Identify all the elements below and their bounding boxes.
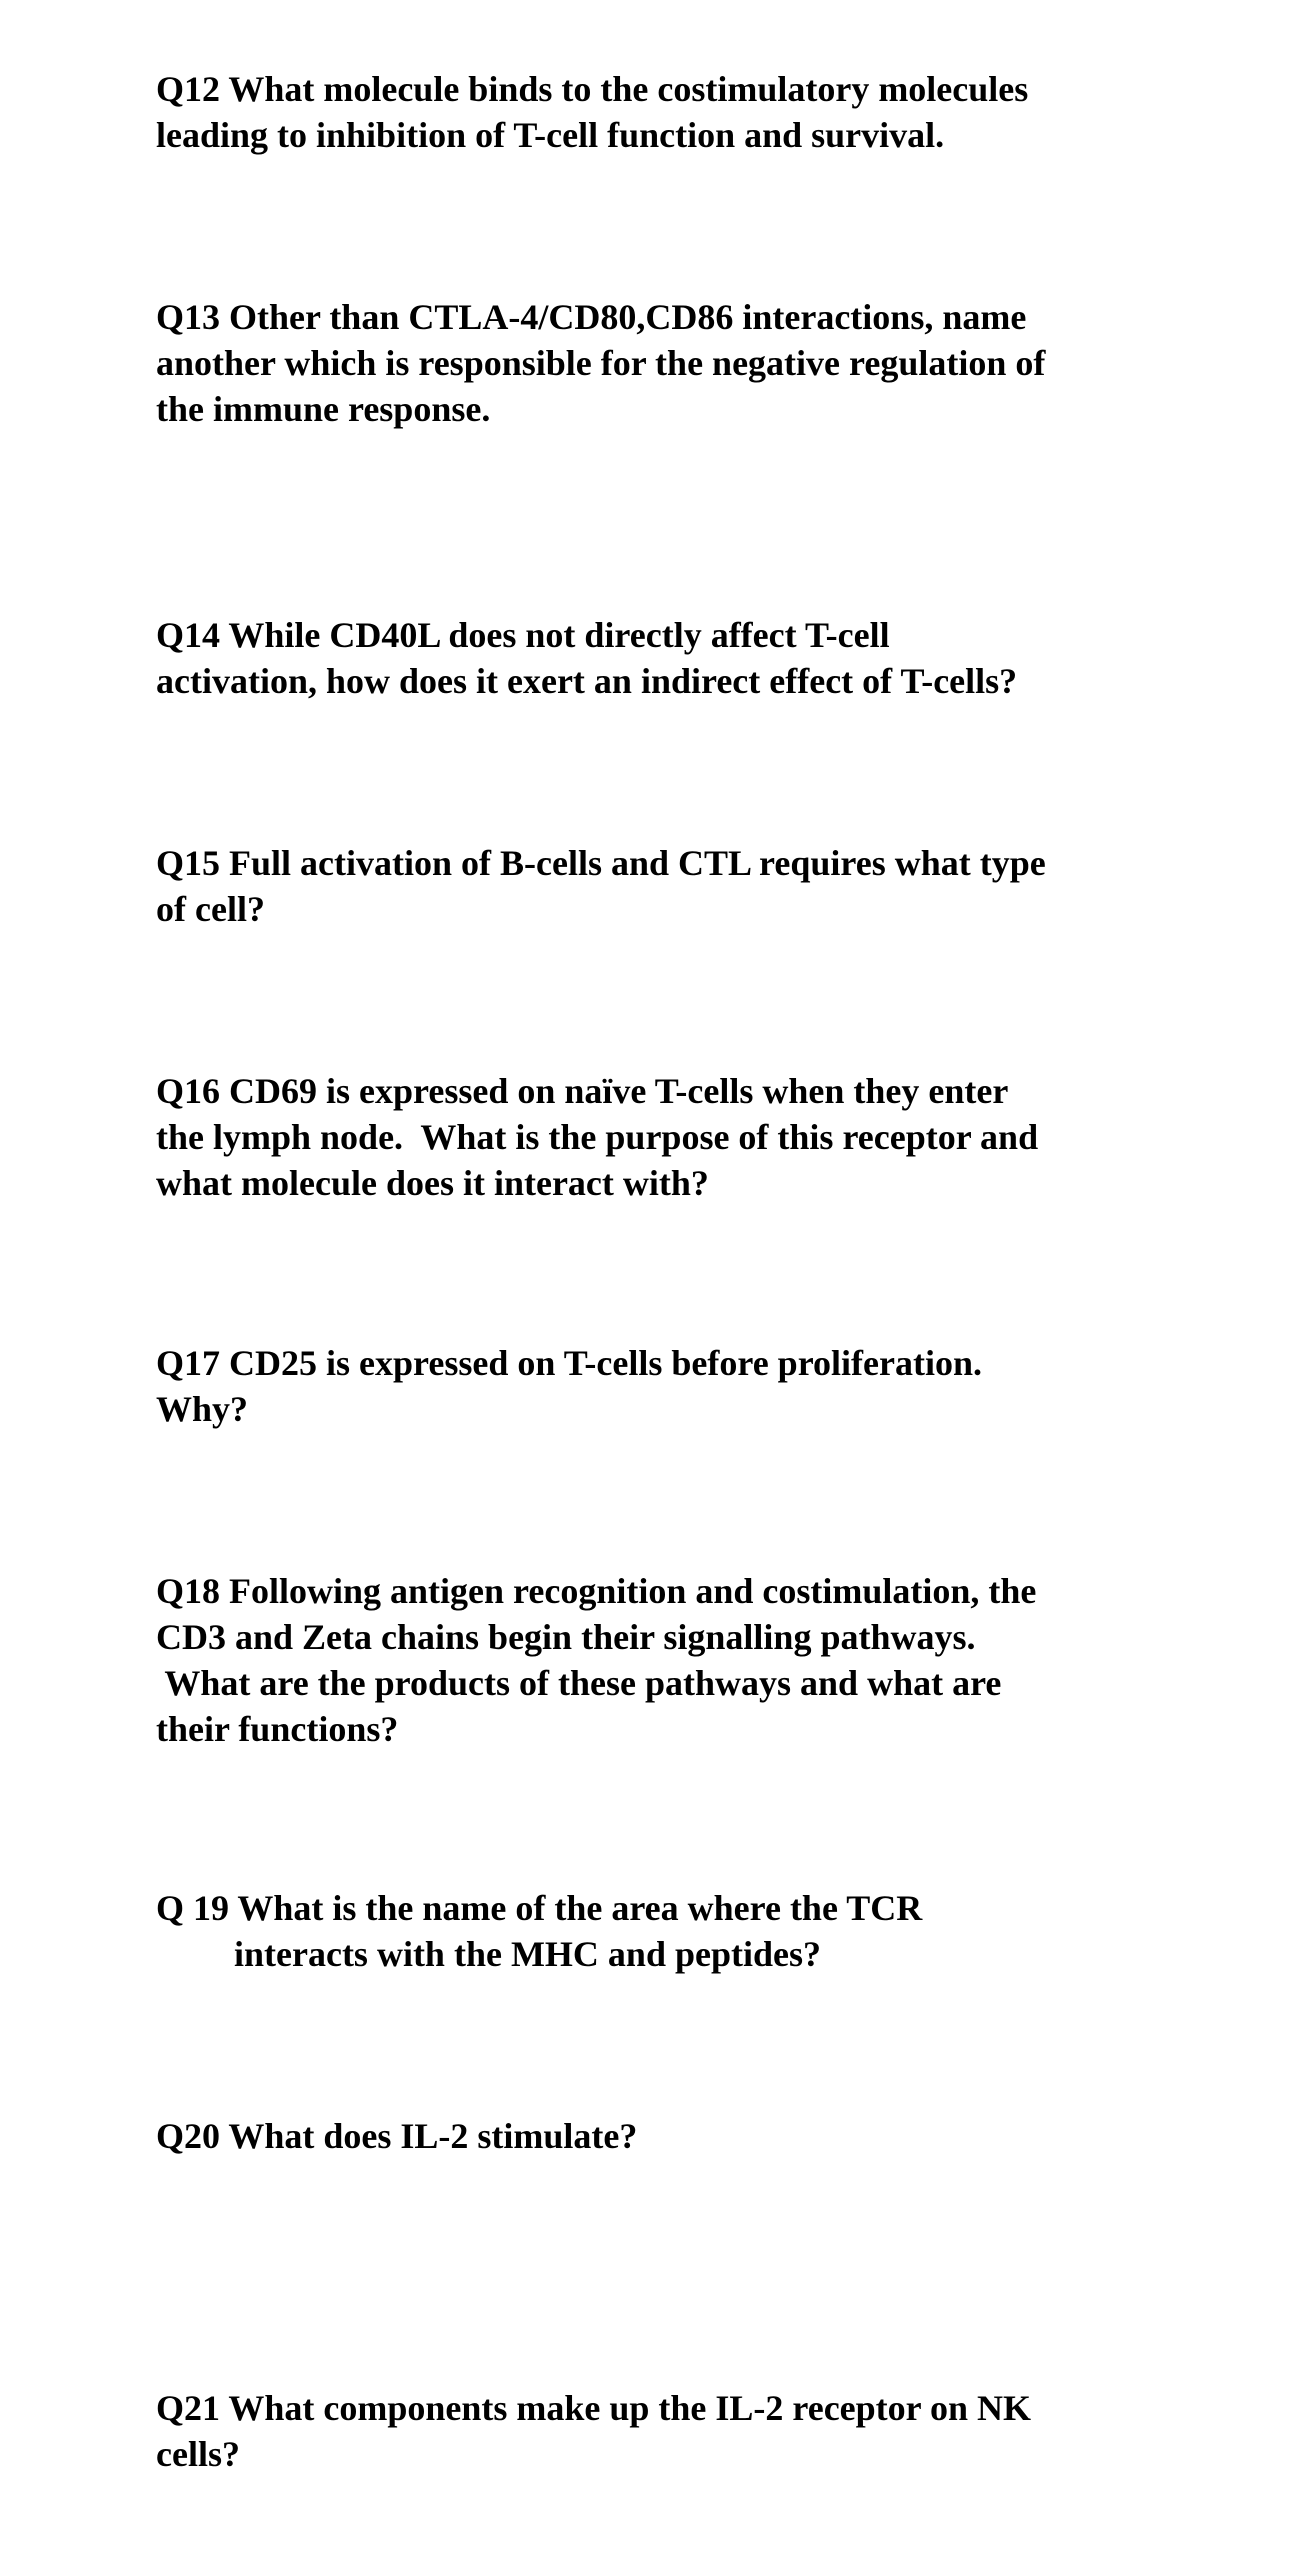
question-line: CD3 and Zeta chains begin their signalling pathways. — [156, 1617, 976, 1657]
question-18 — [156, 1568, 1166, 1752]
question-line: Q13 Other than CTLA-4/CD80,CD86 interactions, name — [156, 297, 1027, 337]
question-line: Q20 What does IL-2 stimulate? — [156, 2116, 638, 2156]
question-line: Q 19 What is the name of the area where the TCR — [156, 1888, 923, 1928]
question-15 — [156, 840, 1166, 932]
question-line: cells? — [156, 2434, 240, 2474]
question-line: Q18 Following antigen recognition and costimulation, the — [156, 1571, 1037, 1611]
question-12 — [156, 66, 1166, 158]
question-21 — [156, 2385, 1166, 2477]
question-20 — [156, 2113, 1166, 2159]
question-13 — [156, 294, 1166, 432]
question-line: interacts with the MHC and peptides? — [234, 1934, 821, 1974]
question-16 — [156, 1068, 1166, 1206]
question-line: activation, how does it exert an indirect effect of T-cells? — [156, 661, 1018, 701]
question-line: Q15 Full activation of B-cells and CTL requires what type — [156, 843, 1046, 883]
question-line: Why? — [156, 1389, 249, 1429]
question-line: Q16 CD69 is expressed on naïve T-cells when they enter — [156, 1071, 1009, 1111]
question-line: the lymph node. What is the purpose of this receptor and — [156, 1117, 1039, 1157]
question-line: Q17 CD25 is expressed on T-cells before proliferation. — [156, 1343, 982, 1383]
question-line: Q14 While CD40L does not directly affect T-cell — [156, 615, 890, 655]
question-line: What are the products of these pathways and what are — [156, 1663, 1002, 1703]
question-line: what molecule does it interact with? — [156, 1163, 709, 1203]
question-line: the immune response. — [156, 389, 491, 429]
question-line: Q21 What components make up the IL-2 receptor on NK — [156, 2388, 1032, 2428]
question-line: of cell? — [156, 889, 265, 929]
question-line: their functions? — [156, 1709, 399, 1749]
question-19 — [156, 1885, 1166, 1977]
question-line: another which is responsible for the negative regulation of — [156, 343, 1046, 383]
question-14 — [156, 612, 1166, 704]
question-line: leading to inhibition of T-cell function and survival. — [156, 115, 945, 155]
question-17 — [156, 1340, 1166, 1432]
question-line: Q12 What molecule binds to the costimulatory molecules — [156, 69, 1029, 109]
